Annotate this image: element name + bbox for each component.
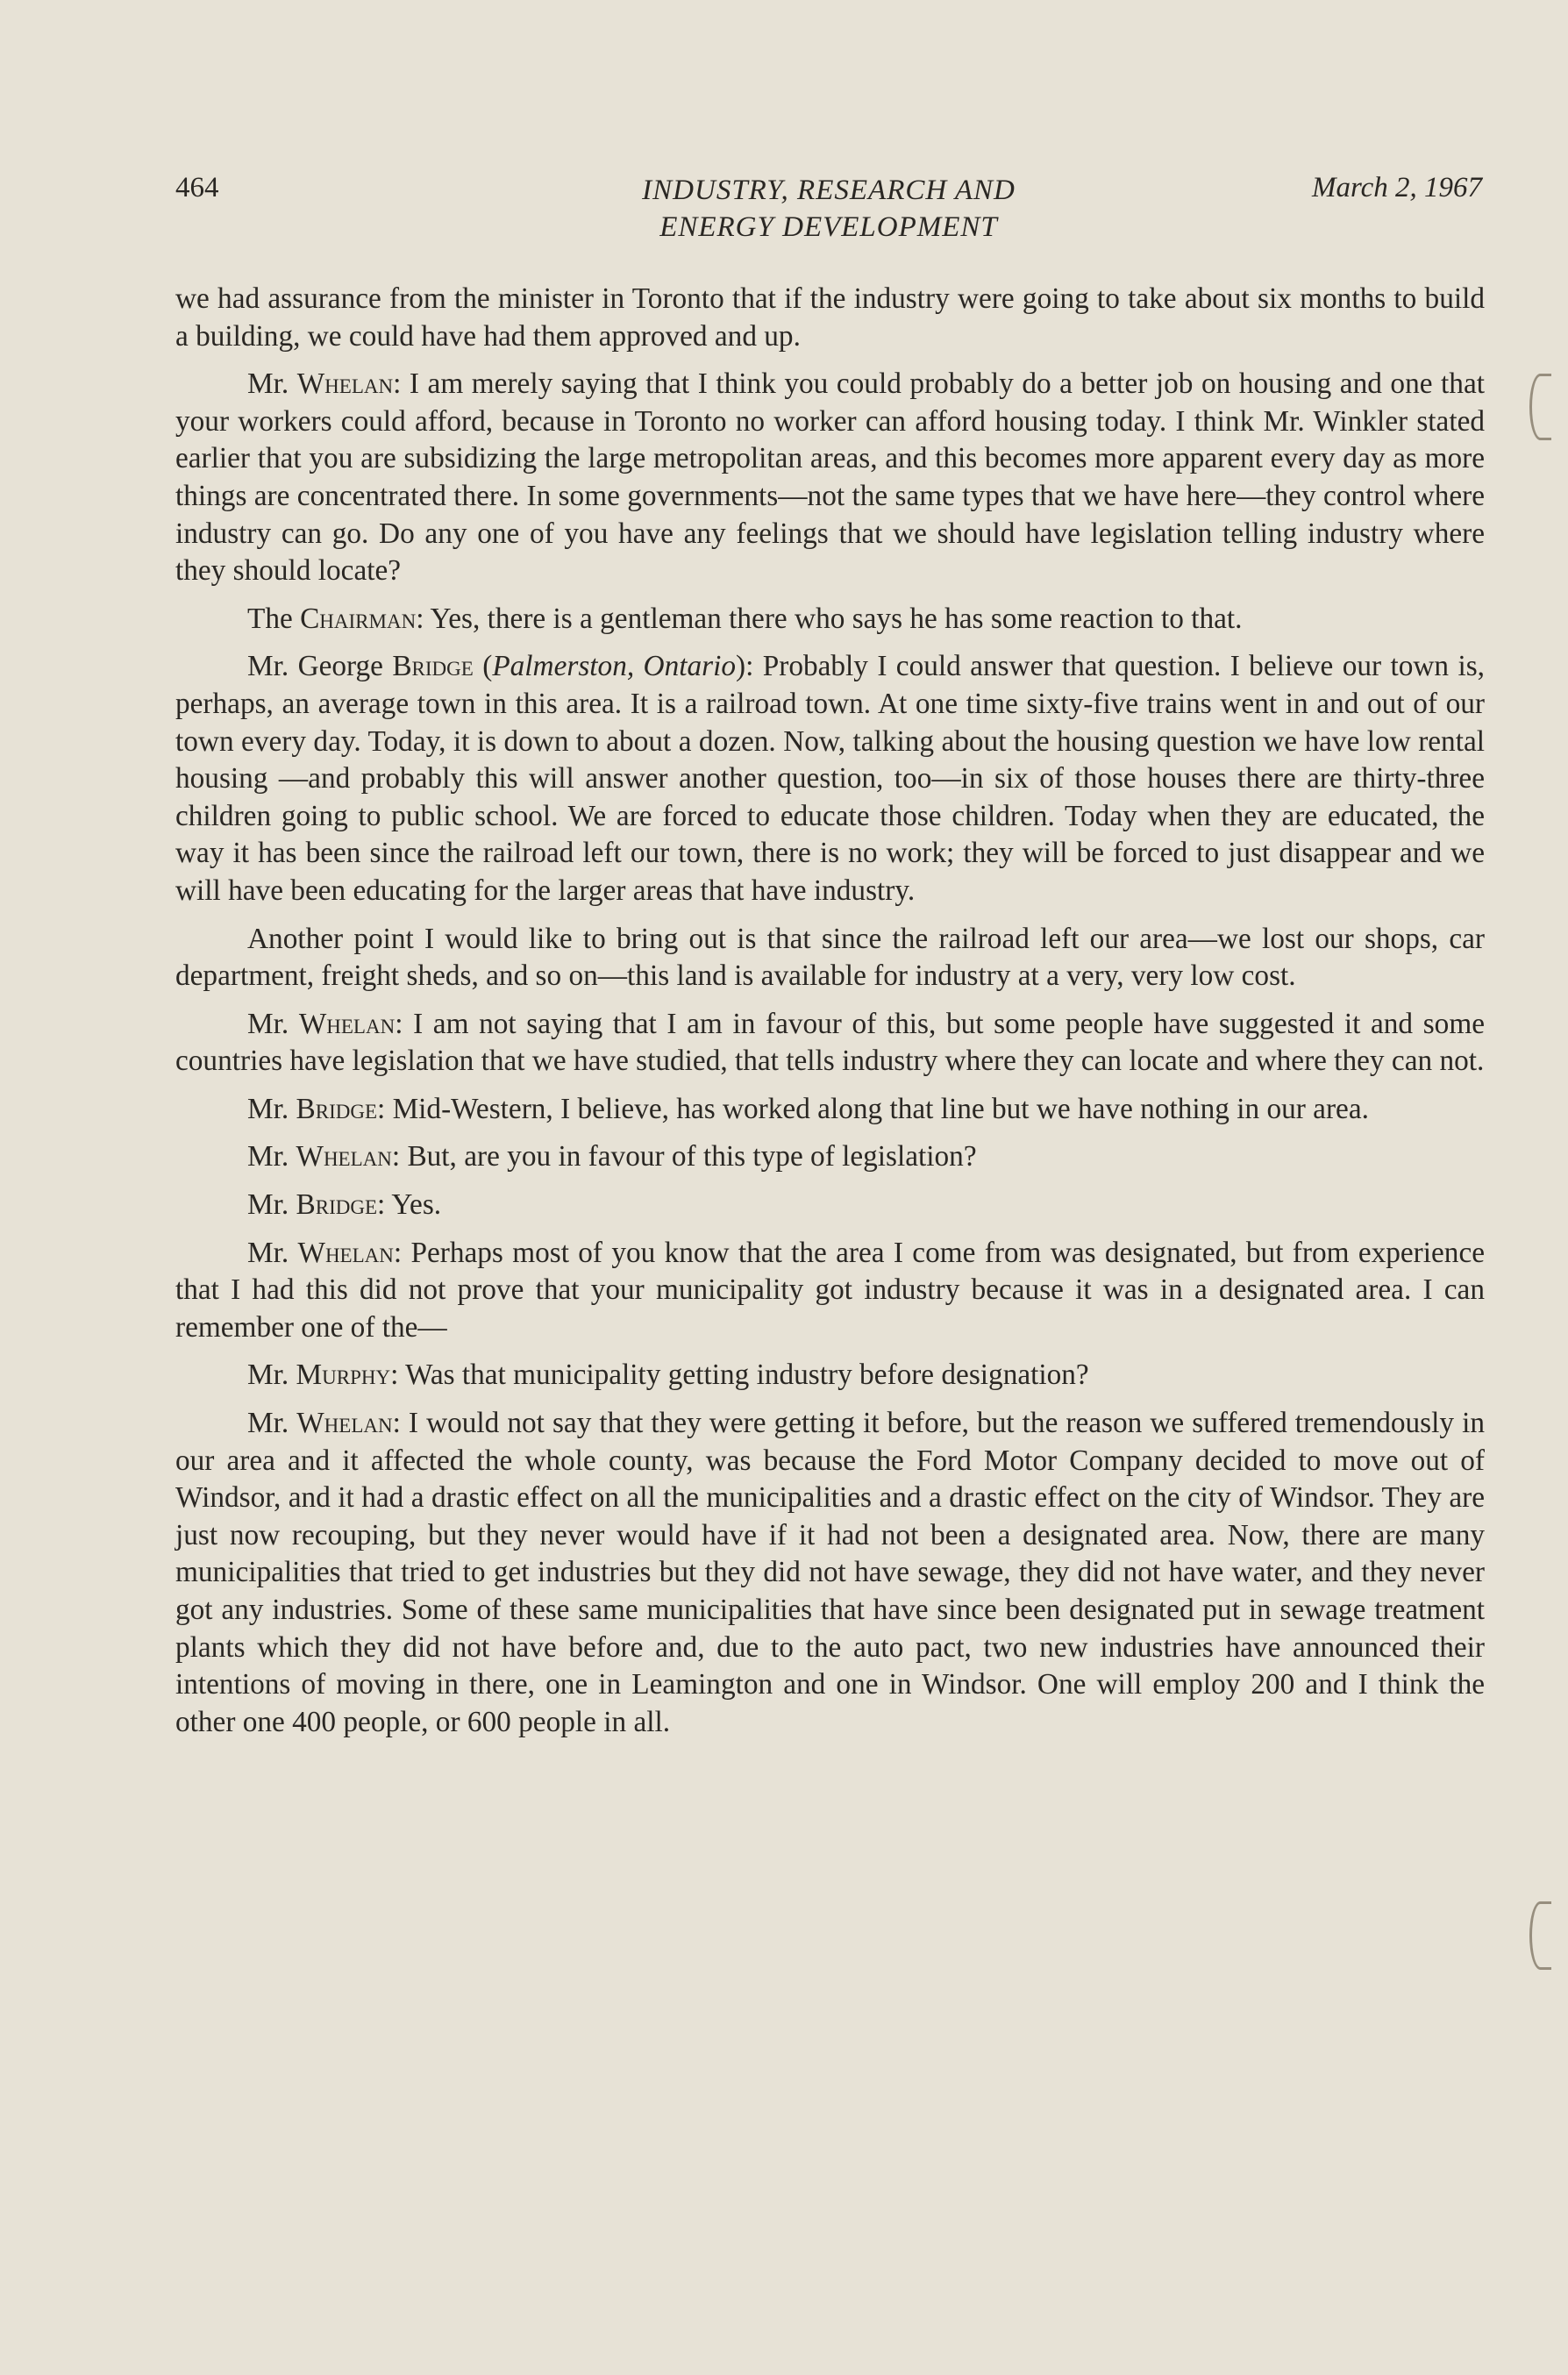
paragraph-speech xyxy=(175,1091,1485,1129)
paragraph-speech xyxy=(175,366,1485,590)
speaker-separator: : xyxy=(392,1407,409,1440)
speaker-name: Bridge xyxy=(296,1188,377,1222)
speaker-prefix: Mr. xyxy=(247,1092,296,1125)
speaker-name: Whelan xyxy=(296,367,394,401)
paragraph-text: Yes, there is a gentleman there who says he has some reaction to that. xyxy=(430,602,1243,635)
speaker-prefix: Mr. xyxy=(247,1236,298,1269)
paragraph-text: Perhaps most of you know that the area I come from was designated, but from experience that I had this did not prove that your municipality got industry because it was in a designated area. I can remember one of the— xyxy=(175,1236,1486,1344)
paragraph-text: I am merely saying that I think you could probably do a better job on housing and one that your workers could afford, because in Toronto no worker can afford housing today. I think Mr. Winkler stated earlier that you are subsidizing the large metropolitan areas, and this becomes more apparent every day as more things are concentrated there. In some governments—not the same types that we have here—they control where industry can go. Do any one of you have any feelings that we should have legislation telling industry where they should locate? xyxy=(175,367,1485,588)
paragraph-text: Another point I would like to bring out is that since the railroad left our area—we lost our shops, car department, freight sheds, and so on—this land is available for industry at a very, very low cost. xyxy=(175,922,1485,993)
speaker-separator: : xyxy=(416,602,431,635)
speaker-name: Bridge xyxy=(392,650,474,683)
speaker-name: Chairman xyxy=(300,602,417,635)
speaker-prefix: The xyxy=(247,602,301,635)
paragraph-speech xyxy=(175,1187,1485,1224)
speaker-prefix: Mr. xyxy=(247,1188,296,1222)
paragraph-speech xyxy=(175,648,1485,909)
page-edge-mark xyxy=(1529,1901,1551,1970)
speaker-place: Palmerston, Ontario xyxy=(492,650,736,683)
running-title xyxy=(175,172,1482,246)
speaker-separator: : xyxy=(377,1188,392,1222)
paragraph-text: But, are you in favour of this type of legislation? xyxy=(407,1140,977,1173)
speaker-name: Murphy xyxy=(296,1359,391,1392)
speaker-separator: : xyxy=(390,1359,406,1392)
speaker-separator: : xyxy=(391,1140,408,1173)
paragraph-text: I am not saying that I am in favour of this, but some people have suggested it and some countries have legislation that we have studied, that tells industry where they can locate and where they can not. xyxy=(175,1007,1485,1078)
speaker-prefix: Mr. George xyxy=(247,650,393,683)
speaker-name: Whelan xyxy=(297,1236,394,1269)
paragraph-text: Mid-Western, I believe, has worked along that line but we have nothing in our area. xyxy=(392,1092,1369,1125)
paragraph-text: we had assurance from the minister in Toronto that if the industry were going to take about six months to build a building, we could have had them approved and up. xyxy=(175,282,1485,353)
paragraph-speech xyxy=(175,1006,1485,1081)
paragraph-speech xyxy=(175,601,1485,638)
speaker-separator: : xyxy=(377,1092,393,1125)
speaker-prefix: Mr. xyxy=(247,1007,299,1040)
speaker-separator: : xyxy=(393,367,410,401)
speaker-name: Whelan xyxy=(296,1140,392,1173)
paragraph-text: I would not say that they were getting it before, but the reason we suffered tremendously in our area and it affected the whole county, was because the Ford Motor Company decided to move out of Windsor, and it had a drastic effect on all the municipalities and a drastic effect on the city of Windsor. They are just now recouping, but they never would have if it had not been a designated area. Now, there are many municipalities that tried to get industries but they did not have sewage, they did not have water, and they never got any industries. Some of these same municipalities that have since been designated put in sewage treatment plants which they did not have before and, due to the auto pact, two new industries have announced their intentions of moving in there, one in Leamington and one in Windsor. One will employ 200 and I think the other one 400 people, or 600 people in all. xyxy=(175,1407,1485,1738)
header-date: March 2, 1967 xyxy=(1311,172,1482,203)
speaker-prefix: Mr. xyxy=(247,1359,296,1392)
running-title-line-2: ENERGY DEVELOPMENT xyxy=(659,211,998,243)
paragraph-continuation xyxy=(175,281,1485,355)
speaker-prefix: Mr. xyxy=(247,1140,296,1173)
speaker-name: Whelan xyxy=(296,1407,393,1440)
running-title-line-1: INDUSTRY, RESEARCH AND xyxy=(642,175,1016,206)
speaker-prefix: Mr. xyxy=(247,1407,297,1440)
page-number: 464 xyxy=(175,172,219,203)
paragraph-speech xyxy=(175,1405,1485,1741)
speaker-name: Whelan xyxy=(298,1007,396,1040)
running-header xyxy=(175,172,1482,251)
paragraph-text: Yes. xyxy=(391,1188,442,1222)
transcript-body xyxy=(175,281,1485,1751)
speaker-name: Bridge xyxy=(296,1092,377,1125)
speaker-separator: ( xyxy=(473,650,493,683)
paragraph-speech xyxy=(175,1357,1485,1394)
paragraph-text: Was that municipality getting industry before designation? xyxy=(405,1359,1089,1392)
page-edge-mark xyxy=(1529,374,1551,440)
paragraph-continuation xyxy=(175,921,1485,995)
speaker-prefix: Mr. xyxy=(247,367,297,401)
paragraph-speech xyxy=(175,1138,1485,1176)
speaker-separator: : xyxy=(395,1007,414,1040)
speaker-separator: : xyxy=(393,1236,411,1269)
paragraph-speech xyxy=(175,1235,1485,1347)
paragraph-text: ): Probably I could answer that question. I believe our town is, perhaps, an average town in this area. It is a railroad town. At one time sixty-five trains went in and out of our town every day. Today, it is down to about a dozen. Now, talking about the housing question we have low rental housing —and probably this will answer another question, too—in six of those houses there are thirty-three children going to public school. We are forced to educate those children. Today when they are educated, the way it has been since the railroad left our town, there is no work; they will be forced to just disappear and we will have been educating for the larger areas that have industry. xyxy=(175,650,1485,907)
